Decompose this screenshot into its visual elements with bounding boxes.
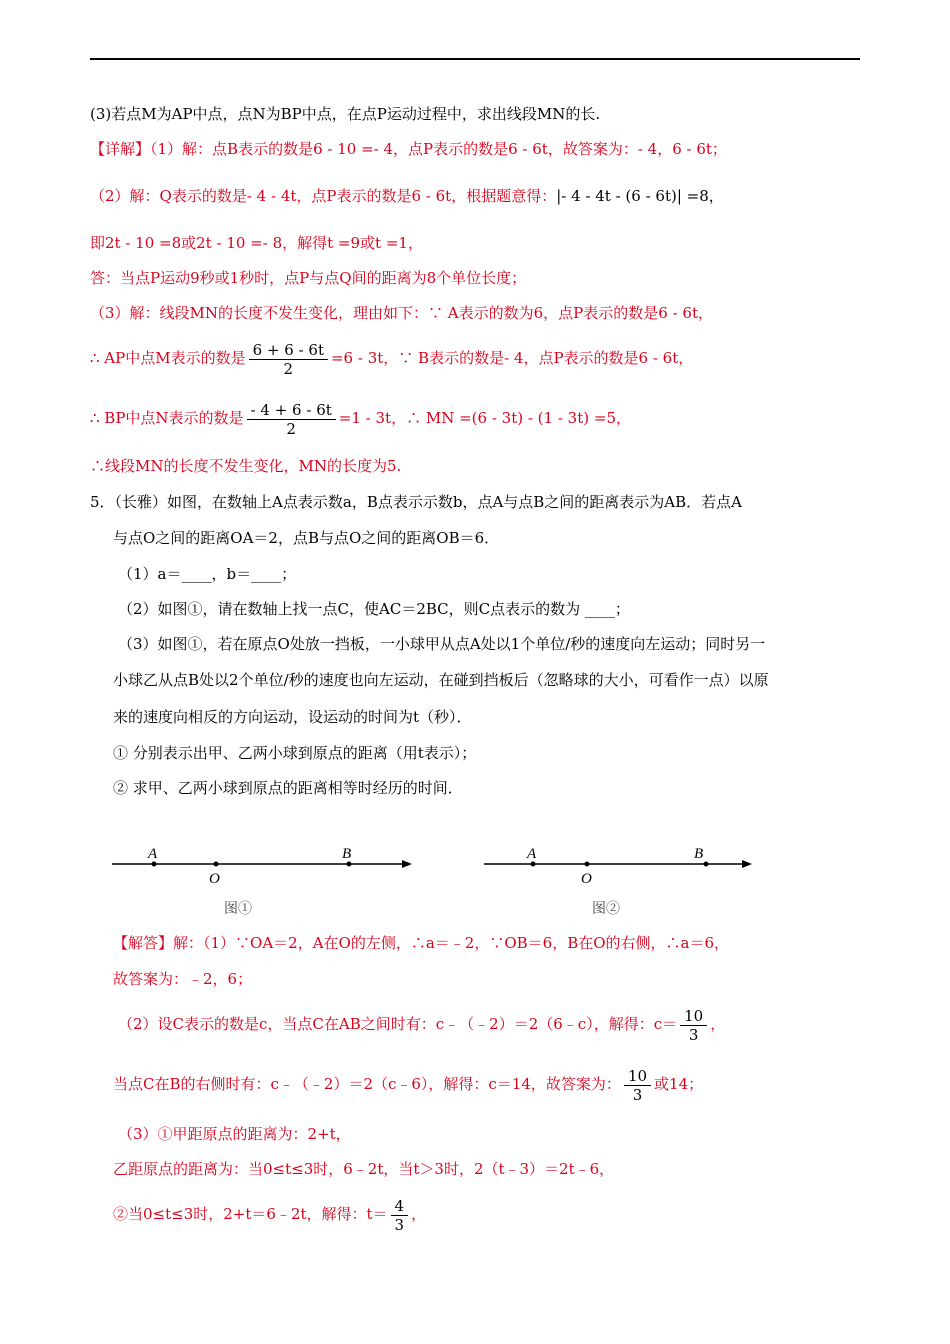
- fraction-numerator: 4: [391, 1197, 409, 1216]
- case1-fraction: [680, 1007, 707, 1044]
- problem5-part3-line1: （3）如图①，若在原点O处放一挡板，一小球甲从点A处以1个单位/秒的速度向左运动；同时另一: [118, 635, 766, 653]
- case-tail: ，: [411, 1205, 427, 1223]
- problem5-subq2: ② 求甲、乙两小球到原点的距离相等时经历的时间．: [113, 779, 463, 797]
- solution4-part2: [90, 186, 724, 206]
- solution5-part3-yi: 乙距原点的距离为：当0≤t≤3时，6﹣2t，当t＞3时，2（t﹣3）＝2t﹣6，: [113, 1160, 615, 1178]
- case2-text: 当点C在B的右侧时有：c﹣（﹣2）＝2（c﹣6），解得：c＝14，故答案为：: [113, 1075, 621, 1093]
- case1-tail: ，: [710, 1015, 726, 1033]
- problem5-line1: 5．（长雅）如图，在数轴上A点表示数a，B点表示示数b，点A与点B之间的距离表示为AB．若点A: [90, 493, 742, 511]
- midpoint-m-text: ∴ AP中点M表示的数是: [90, 349, 246, 367]
- solution4-part2-equation: |- 4 - 4t - (6 - 6t)| =8，: [556, 187, 724, 205]
- case-text: ②当0≤t≤3时，2+t＝6﹣2t，解得：t＝: [113, 1205, 388, 1223]
- case2-fraction: [624, 1067, 651, 1104]
- solution5-part2-case2: [113, 1064, 703, 1104]
- case-fraction: [391, 1197, 409, 1234]
- solution4-part2-answer: 答：当点P运动9秒或1秒时，点P与点Q间的距离为8个单位长度；: [90, 269, 527, 287]
- fraction-numerator: - 4 + 6 - 6t: [247, 401, 336, 420]
- point-b: [704, 862, 709, 867]
- number-line-figure-1: [108, 838, 418, 890]
- point-a: [152, 862, 157, 867]
- axis-arrow: [402, 860, 412, 868]
- problem5-part3-line3: 来的速度向相反的方向运动，设运动的时间为t（秒）．: [113, 708, 472, 726]
- fraction-numerator: 10: [624, 1067, 651, 1086]
- header-rule: [90, 58, 860, 60]
- solution4-part2-solve: 即2t - 10 =8或2t - 10 =- 8，解得t =9或t =1，: [90, 234, 423, 252]
- fraction-numerator: 10: [680, 1007, 707, 1026]
- solution4-part1: 【详解】（1）解：点B表示的数是6 - 10 =- 4，点P表示的数是6 - 6t，故答案为：- 4，6 - 6t；: [90, 140, 727, 158]
- fraction-denominator: 3: [632, 1085, 643, 1104]
- solution5-part2-case1: [118, 1004, 725, 1044]
- midpoint-m-result: =6 - 3t，∵ B表示的数是- 4，点P表示的数是6 - 6t，: [330, 349, 694, 367]
- solution5-part3-case1: [113, 1194, 426, 1234]
- solution4-part2-text: （2）解：Q表示的数是- 4 - 4t，点P表示的数是6 - 6t，根据题意得：: [90, 187, 557, 205]
- problem5-part2: （2）如图①，请在数轴上找一点C，使AC＝2BC，则C点表示的数为 ____；: [118, 600, 630, 618]
- question-3-prompt: (3)若点M为AP中点，点N为BP中点，在点P运动过程中，求出线段MN的长.: [90, 105, 601, 123]
- solution5-part1: 【解答】解：（1）∵OA＝2，A在O的左侧，∴a＝﹣2，∵OB＝6，B在O的右侧，∴a＝6，: [113, 934, 730, 952]
- solution4-midpoint-m: [90, 338, 693, 378]
- fraction-denominator: 2: [283, 359, 294, 378]
- problem5-part1: （1）a＝____，b＝____；: [118, 565, 297, 583]
- label-a: A: [527, 846, 537, 862]
- problem5-line2: 与点O之间的距离OA＝2，点B与点O之间的距离OB＝6．: [113, 529, 500, 547]
- point-o: [585, 862, 590, 867]
- midpoint-n-text: ∴ BP中点N表示的数是: [90, 409, 244, 427]
- solution5-part3-jia: （3）①甲距原点的距离为：2+t，: [118, 1125, 351, 1143]
- midpoint-m-fraction: [249, 341, 328, 378]
- axis-arrow: [742, 860, 752, 868]
- label-b: B: [694, 846, 704, 862]
- solution4-conclusion: ∴线段MN的长度不发生变化，MN的长度为5.: [90, 457, 402, 475]
- label-o: O: [209, 871, 220, 887]
- figure-2-caption: 图②: [592, 901, 620, 917]
- label-o: O: [581, 871, 592, 887]
- problem5-subq1: ① 分别表示出甲、乙两小球到原点的距离（用t表示）；: [113, 744, 477, 762]
- fraction-denominator: 3: [394, 1215, 405, 1234]
- number-line-figure-2: [480, 838, 760, 890]
- fraction-numerator: 6 + 6 - 6t: [249, 341, 328, 360]
- case2-tail: 或14；: [654, 1075, 704, 1093]
- figure-1-caption: 图①: [224, 901, 252, 917]
- case1-text: （2）设C表示的数是c，当点C在AB之间时有：c﹣（﹣2）＝2（6﹣c），解得：c＝: [118, 1015, 678, 1033]
- point-o: [214, 862, 219, 867]
- problem5-part3-line2: 小球乙从点B处以2个单位/秒的速度也向左运动，在碰到挡板后（忽略球的大小，可看作一点）以原: [113, 671, 769, 689]
- point-a: [531, 862, 536, 867]
- solution4-part3-intro: （3）解：线段MN的长度不发生变化，理由如下：∵ A表示的数为6，点P表示的数是6 - 6t，: [90, 304, 713, 322]
- point-b: [347, 862, 352, 867]
- label-b: B: [342, 846, 352, 862]
- midpoint-n-fraction: [247, 401, 336, 438]
- midpoint-n-result: =1 - 3t，∴ MN =(6 - 3t) - (1 - 3t) =5，: [338, 409, 631, 427]
- solution5-part1-answer: 故答案为：﹣2，6；: [113, 970, 253, 988]
- label-a: A: [148, 846, 158, 862]
- fraction-denominator: 2: [286, 419, 296, 438]
- fraction-denominator: 3: [688, 1025, 699, 1044]
- solution4-midpoint-n: [90, 398, 631, 438]
